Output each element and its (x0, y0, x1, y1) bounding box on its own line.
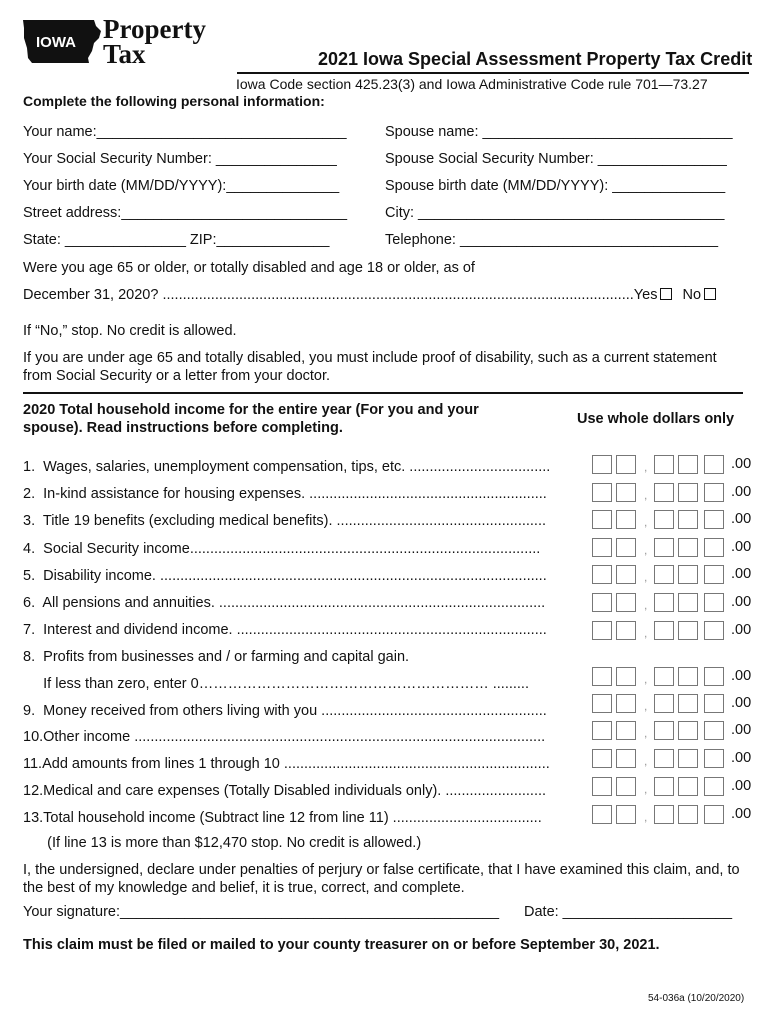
amount-digit-box[interactable] (654, 593, 674, 612)
whole-dollars-note: Use whole dollars only (577, 411, 735, 427)
income-line-2: 2. In-kind assistance for housing expenses. ........................................................... (23, 486, 547, 502)
amount-digit-box[interactable] (654, 777, 674, 796)
spouse-birth-date-field[interactable]: Spouse birth date (MM/DD/YYYY): ______________ (385, 178, 726, 194)
amount-digit-box[interactable] (704, 721, 724, 740)
amount-digit-box[interactable] (678, 721, 698, 740)
amount-digit-box[interactable] (592, 805, 612, 824)
amount-digit-box[interactable] (704, 565, 724, 584)
amount-digit-box[interactable] (616, 749, 636, 768)
cents-label: .00 (731, 778, 752, 794)
income-line-4: 4. Social Security income....................................................................................... (23, 541, 541, 557)
thousands-separator: , (644, 488, 648, 502)
section-divider (23, 392, 743, 394)
thousands-separator: , (644, 810, 648, 824)
amount-digit-box[interactable] (616, 621, 636, 640)
amount-digit-box[interactable] (678, 621, 698, 640)
yes-checkbox[interactable] (660, 288, 672, 300)
amount-digit-box[interactable] (654, 538, 674, 557)
state-zip-field[interactable]: State: _______________ ZIP:______________ (23, 232, 330, 248)
amount-digit-box[interactable] (704, 455, 724, 474)
amount-digit-box[interactable] (616, 483, 636, 502)
income-line-13: 12.Medical and care expenses (Totally Disabled individuals only). ......................... (23, 783, 547, 799)
amount-digit-box[interactable] (592, 593, 612, 612)
amount-digit-box[interactable] (678, 593, 698, 612)
thousands-separator: , (644, 460, 648, 474)
personal-info-heading: Complete the following personal information: (23, 93, 325, 109)
date-field[interactable]: Date: _____________________ (524, 904, 733, 920)
thousands-separator: , (644, 726, 648, 740)
amount-digit-box[interactable] (616, 777, 636, 796)
logo-word-tax: Tax (103, 39, 146, 69)
amount-digit-box[interactable] (678, 538, 698, 557)
amount-digit-box[interactable] (704, 538, 724, 557)
thousands-separator: , (644, 626, 648, 640)
your-name-field[interactable]: Your name:_______________________________ (23, 124, 347, 140)
amount-digit-box[interactable] (678, 805, 698, 824)
cents-label: .00 (731, 622, 752, 638)
thousands-separator: , (644, 699, 648, 713)
amount-digit-box[interactable] (592, 777, 612, 796)
amount-digit-box[interactable] (654, 455, 674, 474)
amount-digit-box[interactable] (654, 805, 674, 824)
cents-label: .00 (731, 456, 752, 472)
spouse-ssn-field[interactable]: Spouse Social Security Number: ________________ (385, 151, 727, 167)
title-rule (237, 72, 749, 74)
amount-digit-box[interactable] (678, 667, 698, 686)
no-checkbox[interactable] (704, 288, 716, 300)
yes-label: Yes (633, 287, 658, 303)
form-title: 2021 Iowa Special Assessment Property Tax Credit (318, 49, 753, 69)
city-field[interactable]: City: ______________________________________ (385, 205, 725, 221)
income-line-15: (If line 13 is more than $12,470 stop. No credit is allowed.) (23, 835, 422, 851)
disability-note: If you are under age 65 and totally disabled, you must include proof of disability, such as a current statement from Social Security or a letter from your doctor. (23, 350, 717, 384)
iowa-map-logo (22, 18, 102, 64)
thousands-separator: , (644, 543, 648, 557)
amount-digit-box[interactable] (616, 565, 636, 584)
amount-digit-box[interactable] (704, 483, 724, 502)
amount-digit-box[interactable] (654, 565, 674, 584)
cents-label: .00 (731, 695, 752, 711)
amount-digit-box[interactable] (678, 777, 698, 796)
amount-digit-box[interactable] (678, 694, 698, 713)
age-question-line1: Were you age 65 or older, or totally disabled and age 18 or older, as of (23, 260, 475, 276)
iowa-map-icon (22, 18, 102, 64)
amount-digit-box[interactable] (592, 538, 612, 557)
age-question-text: December 31, 2020? ..................................................................................................................... (23, 287, 634, 303)
street-address-field[interactable]: Street address:____________________________ (23, 205, 348, 221)
filing-deadline-note: This claim must be filed or mailed to your county treasurer on or before September 30, 2021. (23, 937, 660, 953)
amount-digit-box[interactable] (704, 510, 724, 529)
your-ssn-field[interactable]: Your Social Security Number: _______________ (23, 151, 337, 167)
amount-digit-box[interactable] (654, 510, 674, 529)
cents-label: .00 (731, 511, 752, 527)
amount-digit-box[interactable] (678, 483, 698, 502)
amount-digit-box[interactable] (592, 565, 612, 584)
amount-digit-box[interactable] (592, 694, 612, 713)
income-line-9: If less than zero, enter 0…………………………………………………… ......... (23, 676, 529, 692)
amount-digit-box[interactable] (704, 621, 724, 640)
cents-label: .00 (731, 566, 752, 582)
thousands-separator: , (644, 754, 648, 768)
amount-digit-box[interactable] (704, 777, 724, 796)
age-question-line2 (23, 287, 716, 303)
amount-digit-box[interactable] (704, 694, 724, 713)
declaration-text: I, the undersigned, declare under penalties of perjury or false certificate, that I have examined this claim, and, to the best of my knowledge and belief, it is true, correct, and complete. (23, 862, 740, 896)
income-line-6: 6. All pensions and annuities. ................................................................................. (23, 595, 546, 611)
income-line-14: 13.Total household income (Subtract line 12 from line 11) ..................................... (23, 810, 542, 826)
amount-digit-box[interactable] (654, 667, 674, 686)
logo-state-label: IOWA (36, 34, 76, 51)
amount-digit-box[interactable] (616, 805, 636, 824)
form-number: 54-036a (10/20/2020) (648, 993, 745, 1004)
spouse-name-field[interactable]: Spouse name: _______________________________ (385, 124, 733, 140)
amount-digit-box[interactable] (654, 721, 674, 740)
amount-digit-box[interactable] (616, 510, 636, 529)
thousands-separator: , (644, 672, 648, 686)
cents-label: .00 (731, 750, 752, 766)
amount-digit-box[interactable] (616, 593, 636, 612)
thousands-separator: , (644, 782, 648, 796)
amount-digit-box[interactable] (592, 483, 612, 502)
amount-digit-box[interactable] (592, 721, 612, 740)
cents-label: .00 (731, 668, 752, 684)
amount-digit-box[interactable] (678, 455, 698, 474)
income-line-1: 1. Wages, salaries, unemployment compensation, tips, etc. ................................... (23, 459, 551, 475)
no-label: No (682, 287, 702, 303)
amount-digit-box[interactable] (616, 538, 636, 557)
amount-digit-box[interactable] (616, 721, 636, 740)
amount-digit-box[interactable] (616, 694, 636, 713)
logo-word-property: Property (103, 14, 206, 44)
signature-field[interactable]: Your signature:_______________________________________________ (23, 904, 500, 920)
income-line-12: 11.Add amounts from lines 1 through 10 .................................................................. (23, 756, 550, 772)
income-heading: 2020 Total household income for the entire year (For you and your spouse). Read instructions before completing. (23, 402, 479, 436)
amount-digit-box[interactable] (592, 749, 612, 768)
your-birth-date-field[interactable]: Your birth date (MM/DD/YYYY):______________ (23, 178, 340, 194)
thousands-separator: , (644, 598, 648, 612)
income-line-5: 5. Disability income. ................................................................................................ (23, 568, 547, 584)
amount-digit-box[interactable] (616, 667, 636, 686)
amount-digit-box[interactable] (654, 483, 674, 502)
amount-digit-box[interactable] (592, 667, 612, 686)
cents-label: .00 (731, 539, 752, 555)
cents-label: .00 (731, 594, 752, 610)
cents-label: .00 (731, 806, 752, 822)
income-line-7: 7. Interest and dividend income. ............................................................................. (23, 622, 547, 638)
income-line-10: 9. Money received from others living with you ........................................................ (23, 703, 547, 719)
amount-digit-box[interactable] (654, 621, 674, 640)
thousands-separator: , (644, 570, 648, 584)
amount-digit-box[interactable] (678, 565, 698, 584)
amount-digit-box[interactable] (592, 455, 612, 474)
cents-label: .00 (731, 722, 752, 738)
amount-digit-box[interactable] (704, 593, 724, 612)
income-line-3: 3. Title 19 benefits (excluding medical benefits). .................................................... (23, 513, 547, 529)
income-line-11: 10.Other income ...................................................................................................... (23, 729, 546, 745)
thousands-separator: , (644, 515, 648, 529)
amount-digit-box[interactable] (704, 667, 724, 686)
amount-digit-box[interactable] (678, 510, 698, 529)
telephone-field[interactable]: Telephone: ________________________________ (385, 232, 719, 248)
cents-label: .00 (731, 484, 752, 500)
amount-digit-box[interactable] (654, 749, 674, 768)
amount-digit-box[interactable] (592, 510, 612, 529)
amount-digit-box[interactable] (704, 749, 724, 768)
amount-digit-box[interactable] (592, 621, 612, 640)
income-line-8: 8. Profits from businesses and / or farming and capital gain. (23, 649, 410, 665)
amount-digit-box[interactable] (616, 455, 636, 474)
amount-digit-box[interactable] (704, 805, 724, 824)
form-subtitle: Iowa Code section 425.23(3) and Iowa Administrative Code rule 701—73.27 (236, 76, 708, 92)
no-credit-note: If “No,” stop. No credit is allowed. (23, 323, 237, 339)
amount-digit-box[interactable] (654, 694, 674, 713)
amount-digit-box[interactable] (678, 749, 698, 768)
